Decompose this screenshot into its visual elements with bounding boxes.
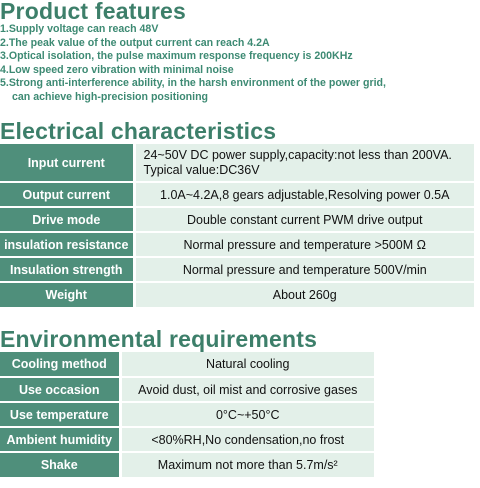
product-features-title: Product features xyxy=(0,0,186,24)
row-value: 1.0A~4.2A,8 gears adjustable,Resolving power 0.5A xyxy=(134,182,474,207)
row-value: About 260g xyxy=(134,282,474,308)
row-value: Avoid dust, oil mist and corrosive gases xyxy=(120,377,374,402)
row-value xyxy=(134,144,474,182)
table-row xyxy=(0,232,474,257)
row-value: 0°C~+50°C xyxy=(120,402,374,427)
table-row xyxy=(0,427,374,452)
row-label: Weight xyxy=(0,282,134,308)
feature-item: 2.The peak value of the output current can reach 4.2A xyxy=(0,36,270,49)
table-row xyxy=(0,282,474,308)
row-label: Insulation strength xyxy=(0,257,134,282)
row-label: Shake xyxy=(0,452,120,478)
table-row xyxy=(0,207,474,232)
feature-item-continued: can achieve high-precision positioning xyxy=(12,90,209,103)
row-value-line: Typical value:DC36V xyxy=(143,162,260,177)
row-label: Output current xyxy=(0,182,134,207)
row-label: Ambient humidity xyxy=(0,427,120,452)
row-value: Double constant current PWM drive output xyxy=(134,207,474,232)
environmental-title: Environmental requirements xyxy=(0,326,318,352)
row-label: Use occasion xyxy=(0,377,120,402)
table-row xyxy=(0,257,474,282)
table-row xyxy=(0,182,474,207)
row-value: Natural cooling xyxy=(120,352,374,377)
product-features-list xyxy=(0,23,480,104)
row-value: Maximum not more than 5.7m/s² xyxy=(120,452,374,478)
electrical-title: Electrical characteristics xyxy=(0,118,277,144)
table-row xyxy=(0,352,374,377)
row-value: Normal pressure and temperature 500V/min xyxy=(134,257,474,282)
table-row xyxy=(0,452,374,478)
row-label: insulation resistance xyxy=(0,232,134,257)
row-label: Drive mode xyxy=(0,207,134,232)
feature-item: 4.Low speed zero vibration with minimal noise xyxy=(0,63,234,76)
row-value-line: 24~50V DC power supply,capacity:not less than 200VA. xyxy=(143,147,452,162)
environmental-table xyxy=(0,352,374,479)
row-value: Normal pressure and temperature >500M Ω xyxy=(134,232,474,257)
table-row xyxy=(0,402,374,427)
feature-item: 5.Strong anti-interference ability, in the harsh environment of the power grid, xyxy=(0,77,386,89)
row-label: Cooling method xyxy=(0,352,120,377)
table-row xyxy=(0,144,474,182)
feature-item: 1.Supply voltage can reach 48V xyxy=(0,23,159,35)
feature-item: 3.Optical isolation, the pulse maximum response frequency is 200KHz xyxy=(0,50,353,62)
row-label: Use temperature xyxy=(0,402,120,427)
row-value: <80%RH,No condensation,no frost xyxy=(120,427,374,452)
row-label: Input current xyxy=(0,144,134,182)
electrical-table xyxy=(0,144,474,309)
table-row xyxy=(0,377,374,402)
